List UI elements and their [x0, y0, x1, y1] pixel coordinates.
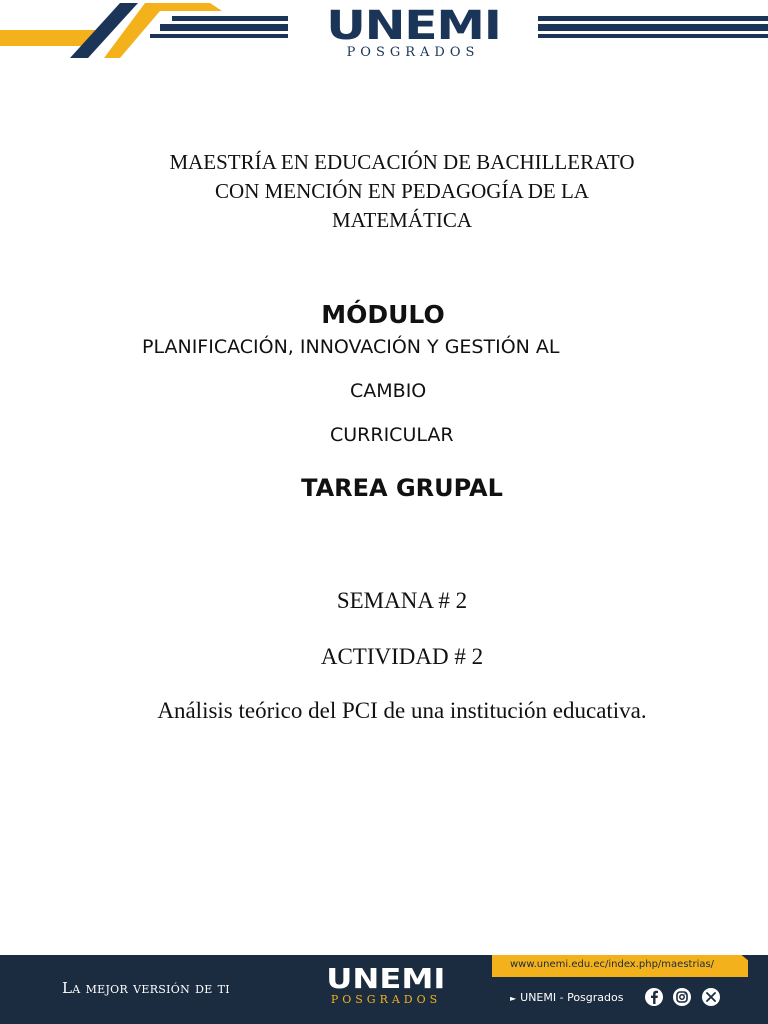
module-name-line-2: CAMBIO	[350, 380, 427, 402]
footer-social-label	[510, 991, 623, 1004]
activity-title: Análisis teórico del PCI de una institución educativa.	[157, 698, 647, 723]
activity-label: ACTIVIDAD # 2	[320, 644, 484, 669]
play-arrow-icon: ►	[510, 994, 517, 1003]
footer-logo	[322, 964, 450, 1006]
header-logo-sub: POSGRADOS	[346, 45, 480, 60]
header-logo-brand: UNEMI	[325, 3, 501, 49]
module-name-line-1: PLANIFICACIÓN, INNOVACIÓN Y GESTIÓN AL	[142, 336, 560, 358]
footer-logo-sub: POSGRADOS	[330, 993, 442, 1006]
page-header	[0, 0, 768, 70]
footer-slogan: La mejor versión de ti	[62, 979, 230, 997]
footer-social-text: UNEMI - Posgrados	[520, 991, 624, 1004]
page-footer	[0, 955, 768, 1024]
footer-logo-brand: UNEMI	[326, 962, 446, 995]
footer-url[interactable]: www.unemi.edu.ec/index.php/maestrias/	[510, 959, 715, 970]
module-label: MÓDULO	[321, 300, 445, 329]
task-title: TAREA GRUPAL	[301, 474, 503, 502]
program-title: MAESTRÍA EN EDUCACIÓN DE BACHILLERATO CON MENCIÓN EN PEDAGOGÍA DE LA MATEMÁTICA	[169, 150, 635, 232]
module-name-line-3: CURRICULAR	[330, 424, 454, 446]
facebook-icon[interactable]	[645, 988, 663, 1006]
header-logo	[310, 5, 516, 60]
instagram-icon[interactable]	[673, 988, 691, 1006]
x-icon[interactable]	[702, 988, 720, 1006]
week-label: SEMANA # 2	[336, 588, 468, 613]
